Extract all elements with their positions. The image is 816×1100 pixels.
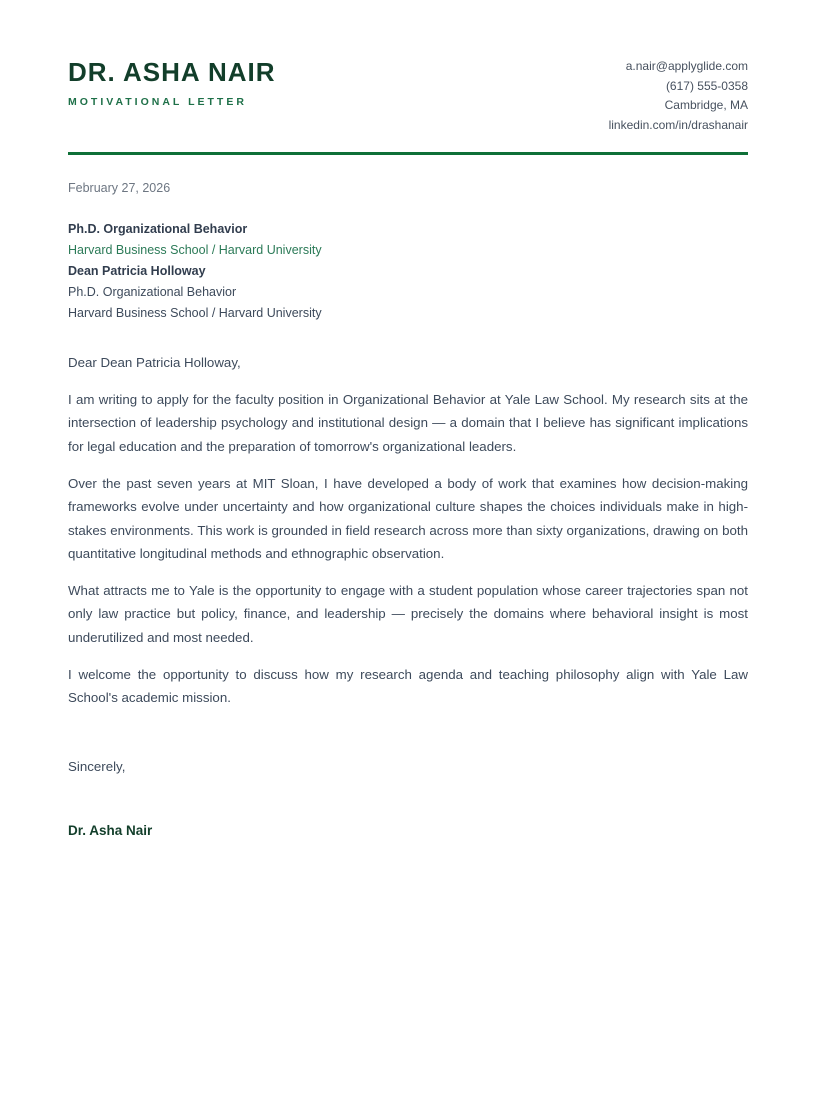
recipient-institution-link[interactable]: Harvard Business School / Harvard University: [68, 242, 322, 257]
recipient-name: Dean Patricia Holloway: [68, 263, 206, 278]
document-type-label: MOTIVATIONAL LETTER: [68, 96, 247, 108]
author-name: DR. ASHA NAIR: [68, 57, 276, 87]
recipient-position-title: Ph.D. Organizational Behavior: [68, 221, 248, 236]
recipient-block: [68, 219, 748, 324]
recipient-position-repeat: Ph.D. Organizational Behavior: [68, 284, 237, 299]
letter-header: [68, 55, 748, 136]
body-paragraph-4: I welcome the opportunity to discuss how my research agenda and teaching philosophy align with Yale Law School's academic mission.: [68, 667, 748, 706]
contact-linkedin-link[interactable]: linkedin.com/in/drashanair: [608, 118, 748, 133]
signature-name: Dr. Asha Nair: [68, 822, 153, 838]
contact-phone: (617) 555-0358: [665, 78, 748, 93]
recipient-institution-repeat: Harvard Business School / Harvard University: [68, 305, 322, 320]
contact-email-link[interactable]: a.nair@applyglide.com: [625, 59, 748, 73]
header-divider-rule: [68, 152, 748, 155]
body-paragraph-3: What attracts me to Yale is the opportunity to engage with a student population whose career trajectories span not only law practice but policy, finance, and leadership — precisely the domains where behavioral insight is most underutilized and most needed.: [68, 583, 748, 645]
salutation: Dear Dean Patricia Holloway,: [68, 354, 241, 370]
closing-line: Sincerely,: [68, 758, 126, 774]
contact-location: Cambridge, MA: [664, 98, 748, 113]
header-identity: [68, 55, 276, 108]
contact-block: [609, 57, 748, 136]
body-paragraph-2: Over the past seven years at MIT Sloan, I have developed a body of work that examines how decision-making frameworks evolve under uncertainty and how organizational culture shapes the choices individuals make in high-stakes environments. This work is grounded in field research across more than sixty organizations, drawing on both quantitative longitudinal methods and ethnographic observation.: [68, 476, 748, 561]
letter-date: February 27, 2026: [68, 180, 171, 195]
body-paragraph-1: I am writing to apply for the faculty position in Organizational Behavior at Yale Law School. My research sits at the intersection of leadership psychology and institutional design — a domain that I believe has significant implications for legal education and the preparation of tomorrow's organizational leaders.: [68, 392, 748, 454]
